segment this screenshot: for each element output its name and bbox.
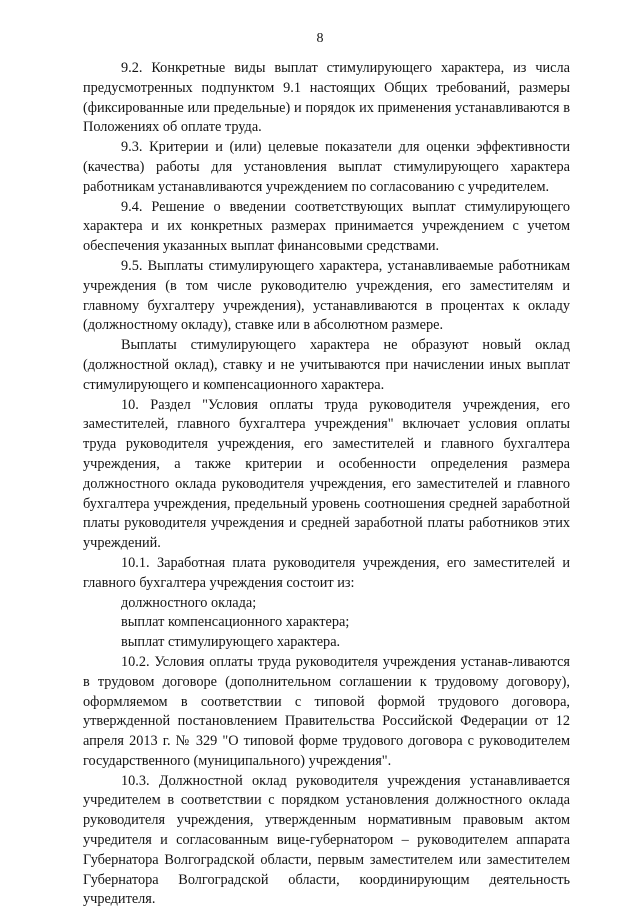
document-body: [83, 59, 570, 910]
paragraph-9-3: 9.3. Критерии и (или) целевые показатели для оценки эффективности (качества) работы для установления выплат стимулирующего характера работникам устанавливаются учреждением по согласованию с учредителем.: [83, 139, 570, 195]
paragraph-9-2: 9.2. Конкретные виды выплат стимулирующего характера, из числа предусмотренных подпунктом 9.1 настоящих Общих требований, размеры (фиксированные или предельные) и порядок их применения устанавливаются в Положениях об оплате труда.: [83, 60, 570, 136]
paragraph-10: 10. Раздел "Условия оплаты труда руководителя учреждения, его заместителей, главного бухгалтера учреждения" включает условия оплаты труда руководителя учреждения, его заместителей и главного бухгалтера учреждения, а также критерии и особенности определения размера должностного оклада руководителя учреждения, его заместителей и главного бухгалтера учреждения, предельный уровень соотношения средней заработной платы руководителя учреждения и средней заработной платы работников этих учреждений.: [83, 396, 570, 552]
list-item-incentive-payments: выплат стимулирующего характера.: [121, 634, 341, 651]
paragraph-10-3: 10.3. Должностной оклад руководителя учреждения устанавливается учредителем в соответствии с порядком установления должностного оклада руководителя учреждения, утвержденным нормативным правовым актом учредителя и согласованным вице-губернатором – руководителем аппарата Губернатора Волгоградской области, первым заместителем или заместителем Губернатора Волгоградской области, координирующим деятельность учредителя.: [83, 772, 570, 908]
list-item-compensation-payments: выплат компенсационного характера;: [121, 614, 350, 631]
paragraph-9-5-note: Выплаты стимулирующего характера не образуют новый оклад (должностной оклад), ставку и не учитываются при начислении иных выплат стимулирующего и компенсационного характера.: [83, 337, 570, 393]
paragraph-9-5: 9.5. Выплаты стимулирующего характера, устанавливаемые работникам учреждения (в том числе руководителю учреждения, его заместителям и главному бухгалтеру учреждения), устанавливаются в процентах к окладу (должностному окладу), ставке или в абсолютном размере.: [83, 257, 570, 334]
paragraph-10-2: 10.2. Условия оплаты труда руководителя учреждения устанав-ливаются в трудовом договоре (дополнительном соглашении к трудовому договору), оформляемом в соответствии с типовой формой трудового договора, утвержденной постановлением Правительства Российской Федерации от 12 апреля 2013 г. № 329 "О типовой форме трудового договора с руководителем государственного (муниципального) учреждения".: [83, 653, 570, 769]
list-item-official-salary: должностного оклада;: [121, 594, 257, 611]
page-number: 8: [316, 31, 324, 46]
paragraph-10-1: 10.1. Заработная плата руководителя учреждения, его заместителей и главного бухгалтера учреждения состоит из:: [83, 554, 570, 591]
paragraph-9-4: 9.4. Решение о введении соответствующих выплат стимулирующего характера и их конкретных размерах принимается учреждением с учетом обеспечения указанных выплат финансовыми средствами.: [83, 198, 570, 255]
